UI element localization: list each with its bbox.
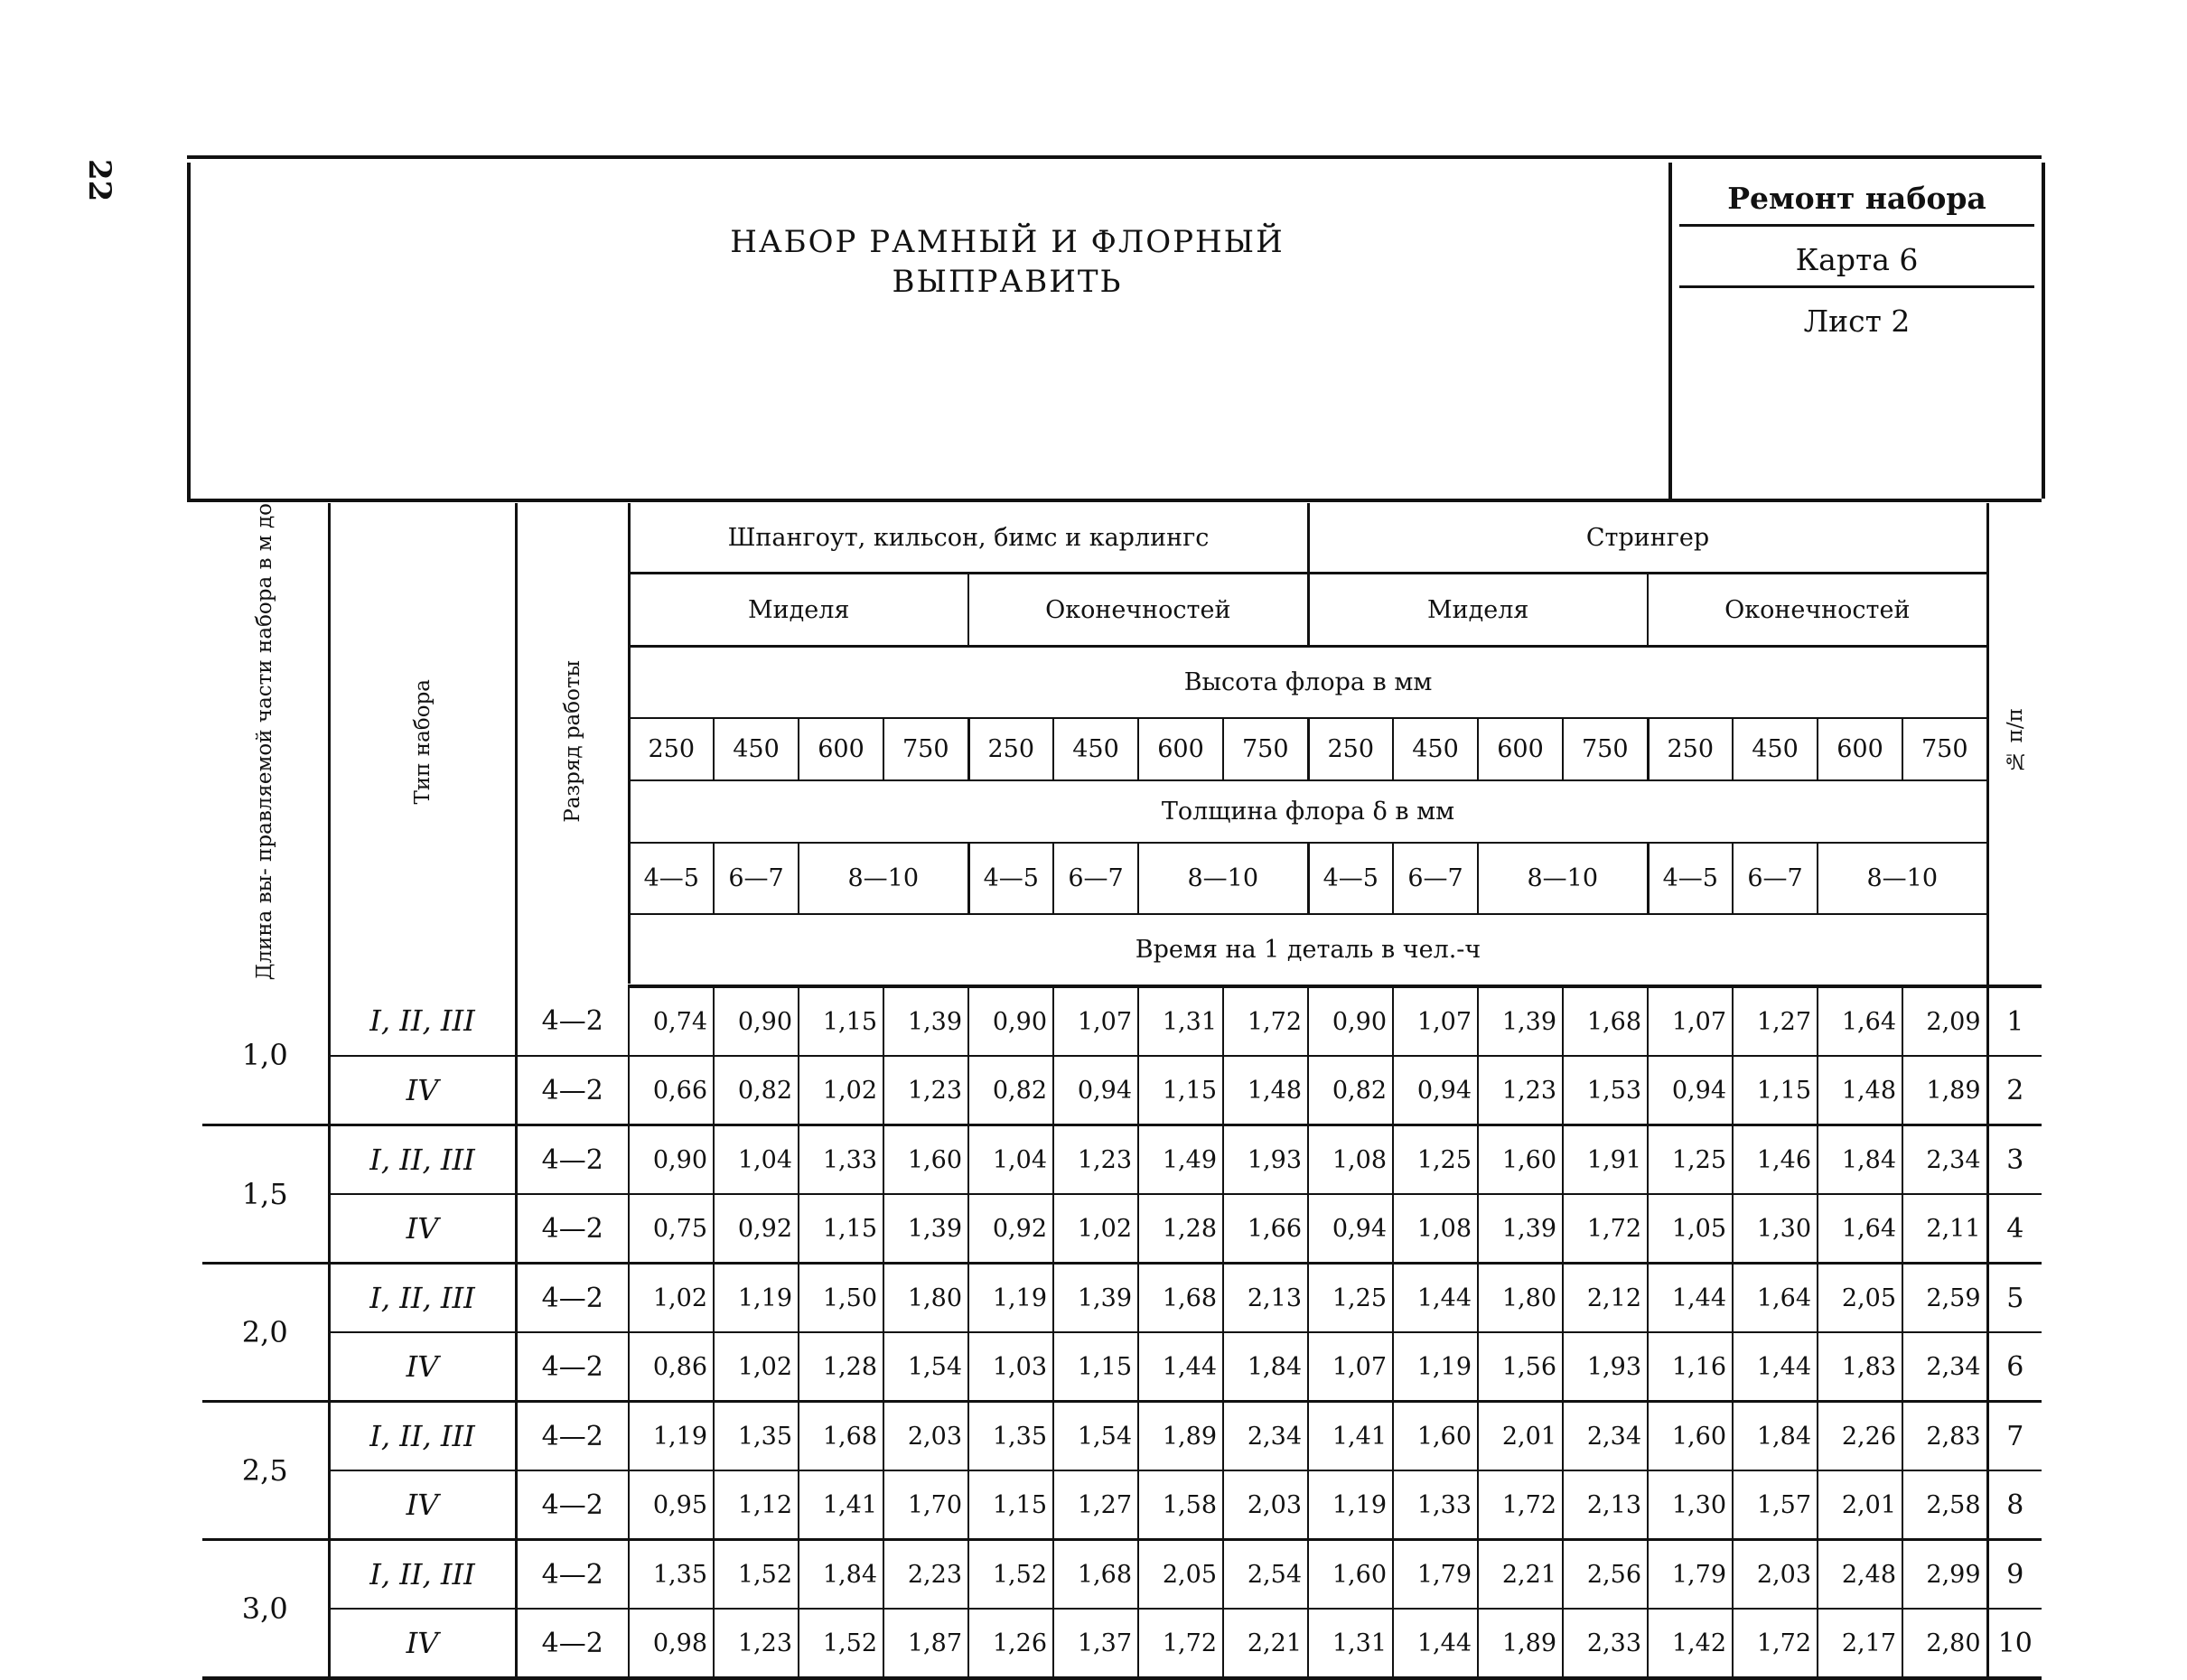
time-value-cell: 1,02 — [799, 1056, 883, 1125]
time-value-cell: 1,44 — [1733, 1332, 1818, 1402]
time-value-cell: 1,72 — [1223, 986, 1308, 1056]
time-value-cell: 2,13 — [1563, 1470, 1648, 1540]
time-value-cell: 0,98 — [629, 1609, 714, 1678]
header-height: 750 — [1563, 718, 1648, 780]
header-thickness: 8—10 — [799, 843, 968, 914]
type-cell: I, II, III — [329, 1540, 516, 1610]
card-info-box — [1668, 163, 2045, 499]
time-value-cell: 2,09 — [1902, 986, 1987, 1056]
time-value-cell: 1,27 — [1733, 986, 1818, 1056]
time-value-cell: 1,19 — [629, 1402, 714, 1471]
time-value-cell: 1,15 — [968, 1470, 1053, 1540]
time-value-cell: 1,44 — [1393, 1609, 1478, 1678]
table-row — [202, 1609, 2042, 1678]
time-value-cell: 2,11 — [1902, 1194, 1987, 1264]
time-value-cell: 0,95 — [629, 1470, 714, 1540]
header-thickness: 4—5 — [1648, 843, 1733, 914]
time-value-cell: 1,23 — [714, 1609, 799, 1678]
row-number-cell: 4 — [1987, 1194, 2042, 1264]
time-value-cell: 1,60 — [1478, 1125, 1563, 1195]
time-value-cell: 1,68 — [1563, 986, 1648, 1056]
header-group-stringer: Стрингер — [1308, 503, 1987, 574]
header-thickness: 8—10 — [1818, 843, 1987, 914]
header-height: 250 — [629, 718, 714, 780]
time-value-cell: 1,54 — [1053, 1402, 1138, 1471]
header-height-title: Высота флора в мм — [629, 646, 1987, 718]
grade-cell: 4—2 — [516, 1056, 629, 1125]
time-value-cell: 2,59 — [1902, 1264, 1987, 1333]
time-value-cell: 2,03 — [1733, 1540, 1818, 1610]
grade-cell: 4—2 — [516, 1332, 629, 1402]
time-value-cell: 1,02 — [714, 1332, 799, 1402]
time-value-cell: 1,02 — [629, 1264, 714, 1333]
time-value-cell: 1,89 — [1902, 1056, 1987, 1125]
time-value-cell: 1,25 — [1648, 1125, 1733, 1195]
time-value-cell: 2,48 — [1818, 1540, 1902, 1610]
time-value-cell: 1,08 — [1393, 1194, 1478, 1264]
time-value-cell: 1,23 — [1053, 1125, 1138, 1195]
row-number-cell: 2 — [1987, 1056, 2042, 1125]
table-row — [202, 1402, 2042, 1471]
header-height: 450 — [714, 718, 799, 780]
time-value-cell: 1,49 — [1138, 1125, 1223, 1195]
time-value-cell: 1,79 — [1648, 1540, 1733, 1610]
time-value-cell: 1,60 — [1308, 1540, 1393, 1610]
header-thickness: 6—7 — [1393, 843, 1478, 914]
time-value-cell: 1,04 — [714, 1125, 799, 1195]
time-value-cell: 1,64 — [1733, 1264, 1818, 1333]
header-grade-text: Разряд работы — [560, 660, 584, 823]
time-value-cell: 1,58 — [1138, 1470, 1223, 1540]
type-cell: IV — [329, 1194, 516, 1264]
table-row — [202, 1264, 2042, 1333]
time-value-cell: 1,33 — [1393, 1470, 1478, 1540]
grade-cell: 4—2 — [516, 1402, 629, 1471]
time-value-cell: 1,28 — [1138, 1194, 1223, 1264]
time-value-cell: 1,33 — [799, 1125, 883, 1195]
time-value-cell: 1,23 — [1478, 1056, 1563, 1125]
time-value-cell: 1,39 — [883, 986, 968, 1056]
time-value-cell: 1,83 — [1818, 1332, 1902, 1402]
grade-cell: 4—2 — [516, 1470, 629, 1540]
time-value-cell: 1,26 — [968, 1609, 1053, 1678]
time-value-cell: 1,68 — [1138, 1264, 1223, 1333]
table-row — [202, 1125, 2042, 1195]
time-value-cell: 1,19 — [714, 1264, 799, 1333]
time-value-cell: 0,75 — [629, 1194, 714, 1264]
length-cell: 1,5 — [202, 1125, 329, 1264]
time-value-cell: 1,15 — [1138, 1056, 1223, 1125]
time-value-cell: 2,12 — [1563, 1264, 1648, 1333]
time-value-cell: 1,56 — [1478, 1332, 1563, 1402]
length-cell: 2,5 — [202, 1402, 329, 1540]
table-row — [202, 1540, 2042, 1610]
time-value-cell: 2,05 — [1818, 1264, 1902, 1333]
time-value-cell: 1,93 — [1563, 1332, 1648, 1402]
time-value-cell: 2,17 — [1818, 1609, 1902, 1678]
time-value-cell: 1,72 — [1478, 1470, 1563, 1540]
time-value-cell: 1,39 — [1053, 1264, 1138, 1333]
grade-cell: 4—2 — [516, 1609, 629, 1678]
title-line-1: НАБОР РАМНЫЙ И ФЛОРНЫЙ — [730, 224, 1285, 260]
type-cell: IV — [329, 1056, 516, 1125]
section-label: Ремонт набора — [1679, 173, 2034, 227]
table-row — [202, 1194, 2042, 1264]
time-value-cell: 1,07 — [1648, 986, 1733, 1056]
header-height: 250 — [1648, 718, 1733, 780]
time-value-cell: 1,41 — [1308, 1402, 1393, 1471]
time-value-cell: 1,44 — [1648, 1264, 1733, 1333]
time-value-cell: 1,84 — [799, 1540, 883, 1610]
header-length-text: Длина вы- правляемой части набора в м до — [253, 503, 277, 981]
time-value-cell: 1,60 — [1648, 1402, 1733, 1471]
time-value-cell: 2,26 — [1818, 1402, 1902, 1471]
header-height: 750 — [1902, 718, 1987, 780]
time-value-cell: 1,39 — [1478, 1194, 1563, 1264]
type-cell: I, II, III — [329, 1402, 516, 1471]
header-thickness: 6—7 — [1053, 843, 1138, 914]
time-value-cell: 1,07 — [1393, 986, 1478, 1056]
time-value-cell: 1,39 — [883, 1194, 968, 1264]
row-number-cell: 7 — [1987, 1402, 2042, 1471]
row-number-cell: 8 — [1987, 1470, 2042, 1540]
time-value-cell: 1,84 — [1818, 1125, 1902, 1195]
grade-cell: 4—2 — [516, 1264, 629, 1333]
table-row — [202, 1332, 2042, 1402]
time-value-cell: 0,82 — [968, 1056, 1053, 1125]
header-num — [1987, 503, 2042, 986]
header-num-text: № п/п — [2003, 708, 2027, 773]
time-value-cell: 1,03 — [968, 1332, 1053, 1402]
header-row — [202, 503, 2042, 574]
time-value-cell: 1,84 — [1223, 1332, 1308, 1402]
header-midship: Миделя — [1308, 574, 1648, 646]
time-value-cell: 0,94 — [1053, 1056, 1138, 1125]
row-number-cell: 5 — [1987, 1264, 2042, 1333]
time-value-cell: 1,23 — [883, 1056, 968, 1125]
time-value-cell: 1,50 — [799, 1264, 883, 1333]
page-number: 22 — [81, 159, 117, 202]
time-value-cell: 1,04 — [968, 1125, 1053, 1195]
time-value-cell: 1,05 — [1648, 1194, 1733, 1264]
header-midship: Миделя — [629, 574, 968, 646]
time-value-cell: 2,01 — [1818, 1470, 1902, 1540]
time-value-cell: 2,03 — [1223, 1470, 1308, 1540]
time-value-cell: 2,34 — [1223, 1402, 1308, 1471]
row-number-cell: 3 — [1987, 1125, 2042, 1195]
time-value-cell: 1,31 — [1308, 1609, 1393, 1678]
time-value-cell: 2,34 — [1902, 1332, 1987, 1402]
grade-cell: 4—2 — [516, 1540, 629, 1610]
time-value-cell: 1,35 — [968, 1402, 1053, 1471]
time-value-cell: 1,27 — [1053, 1470, 1138, 1540]
time-value-cell: 1,02 — [1053, 1194, 1138, 1264]
time-value-cell: 1,19 — [1393, 1332, 1478, 1402]
time-value-cell: 1,08 — [1308, 1125, 1393, 1195]
header-length — [202, 503, 329, 986]
header-height: 750 — [883, 718, 968, 780]
time-value-cell: 0,94 — [1393, 1056, 1478, 1125]
time-value-cell: 1,91 — [1563, 1125, 1648, 1195]
time-value-cell: 0,92 — [714, 1194, 799, 1264]
time-value-cell: 2,01 — [1478, 1402, 1563, 1471]
time-value-cell: 0,82 — [714, 1056, 799, 1125]
time-value-cell: 1,16 — [1648, 1332, 1733, 1402]
time-value-cell: 2,21 — [1478, 1540, 1563, 1610]
time-value-cell: 2,33 — [1563, 1609, 1648, 1678]
header-height: 250 — [968, 718, 1053, 780]
header-height: 450 — [1393, 718, 1478, 780]
time-value-cell: 1,07 — [1308, 1332, 1393, 1402]
time-value-cell: 1,37 — [1053, 1609, 1138, 1678]
time-value-cell: 1,15 — [799, 1194, 883, 1264]
header-height: 600 — [1138, 718, 1223, 780]
time-value-cell: 1,80 — [883, 1264, 968, 1333]
row-number-cell: 9 — [1987, 1540, 2042, 1610]
time-value-cell: 0,94 — [1308, 1194, 1393, 1264]
table-row — [202, 986, 2042, 1056]
time-value-cell: 1,15 — [799, 986, 883, 1056]
header-thickness: 8—10 — [1138, 843, 1308, 914]
header-height: 600 — [1818, 718, 1902, 780]
time-value-cell: 1,80 — [1478, 1264, 1563, 1333]
time-value-cell: 2,58 — [1902, 1470, 1987, 1540]
time-value-cell: 1,48 — [1223, 1056, 1308, 1125]
time-value-cell: 2,34 — [1902, 1125, 1987, 1195]
time-value-cell: 1,64 — [1818, 986, 1902, 1056]
type-cell: I, II, III — [329, 986, 516, 1056]
time-value-cell: 1,12 — [714, 1470, 799, 1540]
time-value-cell: 2,54 — [1223, 1540, 1308, 1610]
time-value-cell: 1,19 — [1308, 1470, 1393, 1540]
time-value-cell: 0,86 — [629, 1332, 714, 1402]
time-value-cell: 1,39 — [1478, 986, 1563, 1056]
top-rule — [187, 155, 2042, 159]
header-thickness: 8—10 — [1478, 843, 1648, 914]
time-value-cell: 0,90 — [629, 1125, 714, 1195]
time-value-cell: 2,05 — [1138, 1540, 1223, 1610]
header-height: 450 — [1733, 718, 1818, 780]
time-value-cell: 1,44 — [1138, 1332, 1223, 1402]
norms-table — [202, 503, 2042, 1680]
page-title — [191, 222, 1824, 302]
time-value-cell: 1,66 — [1223, 1194, 1308, 1264]
card-label: Карта 6 — [1679, 235, 2034, 288]
time-value-cell: 1,52 — [714, 1540, 799, 1610]
time-value-cell: 1,72 — [1733, 1609, 1818, 1678]
time-value-cell: 1,52 — [968, 1540, 1053, 1610]
time-value-cell: 1,87 — [883, 1609, 968, 1678]
time-value-cell: 1,64 — [1818, 1194, 1902, 1264]
header-group-frames: Шпангоут, кильсон, бимс и карлингс — [629, 503, 1308, 574]
time-value-cell: 1,42 — [1648, 1609, 1733, 1678]
time-value-cell: 1,30 — [1733, 1194, 1818, 1264]
header-type — [329, 503, 516, 986]
time-value-cell: 1,48 — [1818, 1056, 1902, 1125]
type-cell: IV — [329, 1332, 516, 1402]
time-value-cell: 1,53 — [1563, 1056, 1648, 1125]
time-value-cell: 1,70 — [883, 1470, 968, 1540]
type-cell: IV — [329, 1470, 516, 1540]
time-value-cell: 1,79 — [1393, 1540, 1478, 1610]
time-value-cell: 0,90 — [968, 986, 1053, 1056]
time-value-cell: 1,19 — [968, 1264, 1053, 1333]
header-thickness: 4—5 — [629, 843, 714, 914]
header-height: 450 — [1053, 718, 1138, 780]
header-thickness-title: Толщина флора δ в мм — [629, 780, 1987, 843]
table-row — [202, 1056, 2042, 1125]
header-height: 250 — [1308, 718, 1393, 780]
type-cell: IV — [329, 1609, 516, 1678]
time-value-cell: 2,56 — [1563, 1540, 1648, 1610]
time-value-cell: 2,23 — [883, 1540, 968, 1610]
header-type-text: Тип набора — [410, 678, 435, 805]
time-value-cell: 1,72 — [1138, 1609, 1223, 1678]
header-ends: Оконечностей — [1648, 574, 1987, 646]
table-header — [202, 503, 2042, 986]
header-thickness: 4—5 — [968, 843, 1053, 914]
time-value-cell: 1,52 — [799, 1609, 883, 1678]
time-value-cell: 0,92 — [968, 1194, 1053, 1264]
time-value-cell: 0,82 — [1308, 1056, 1393, 1125]
time-value-cell: 1,72 — [1563, 1194, 1648, 1264]
time-value-cell: 0,94 — [1648, 1056, 1733, 1125]
grade-cell: 4—2 — [516, 1125, 629, 1195]
time-value-cell: 1,28 — [799, 1332, 883, 1402]
header-time-title: Время на 1 деталь в чел.-ч — [629, 914, 1987, 984]
time-value-cell: 2,83 — [1902, 1402, 1987, 1471]
time-value-cell: 1,60 — [883, 1125, 968, 1195]
header-ends: Оконечностей — [968, 574, 1308, 646]
time-value-cell: 1,15 — [1053, 1332, 1138, 1402]
row-number-cell: 10 — [1987, 1609, 2042, 1678]
time-value-cell: 1,30 — [1648, 1470, 1733, 1540]
time-value-cell: 2,21 — [1223, 1609, 1308, 1678]
time-value-cell: 1,60 — [1393, 1402, 1478, 1471]
time-value-cell: 1,93 — [1223, 1125, 1308, 1195]
time-value-cell: 2,03 — [883, 1402, 968, 1471]
header-height: 600 — [799, 718, 883, 780]
header-thickness: 6—7 — [1733, 843, 1818, 914]
grade-cell: 4—2 — [516, 986, 629, 1056]
time-value-cell: 1,41 — [799, 1470, 883, 1540]
sheet-label: Лист 2 — [1803, 303, 1911, 339]
title-line-2: ВЫПРАВИТЬ — [892, 264, 1123, 300]
type-cell: I, II, III — [329, 1264, 516, 1333]
time-value-cell: 1,46 — [1733, 1125, 1818, 1195]
time-value-cell: 1,25 — [1308, 1264, 1393, 1333]
time-value-cell: 1,35 — [629, 1540, 714, 1610]
time-value-cell: 1,44 — [1393, 1264, 1478, 1333]
time-value-cell: 1,07 — [1053, 986, 1138, 1056]
time-value-cell: 1,15 — [1733, 1056, 1818, 1125]
time-value-cell: 1,89 — [1478, 1609, 1563, 1678]
time-value-cell: 1,84 — [1733, 1402, 1818, 1471]
time-value-cell: 2,13 — [1223, 1264, 1308, 1333]
time-value-cell: 0,74 — [629, 986, 714, 1056]
time-value-cell: 0,90 — [714, 986, 799, 1056]
length-cell: 3,0 — [202, 1540, 329, 1679]
time-value-cell: 1,57 — [1733, 1470, 1818, 1540]
header-grade — [516, 503, 629, 986]
type-cell: I, II, III — [329, 1125, 516, 1195]
time-value-cell: 1,68 — [799, 1402, 883, 1471]
time-value-cell: 1,68 — [1053, 1540, 1138, 1610]
time-value-cell: 0,66 — [629, 1056, 714, 1125]
length-cell: 1,0 — [202, 986, 329, 1125]
header-height: 600 — [1478, 718, 1563, 780]
time-value-cell: 0,90 — [1308, 986, 1393, 1056]
header-thickness: 4—5 — [1308, 843, 1393, 914]
header — [187, 163, 2042, 502]
length-cell: 2,0 — [202, 1264, 329, 1402]
table-row — [202, 1470, 2042, 1540]
grade-cell: 4—2 — [516, 1194, 629, 1264]
row-number-cell: 1 — [1987, 986, 2042, 1056]
header-thickness: 6—7 — [714, 843, 799, 914]
row-number-cell: 6 — [1987, 1332, 2042, 1402]
time-value-cell: 1,35 — [714, 1402, 799, 1471]
time-value-cell: 2,34 — [1563, 1402, 1648, 1471]
table-body — [202, 986, 2042, 1678]
header-height: 750 — [1223, 718, 1308, 780]
time-value-cell: 2,80 — [1902, 1609, 1987, 1678]
time-value-cell: 2,99 — [1902, 1540, 1987, 1610]
time-value-cell: 1,31 — [1138, 986, 1223, 1056]
time-value-cell: 1,25 — [1393, 1125, 1478, 1195]
time-value-cell: 1,54 — [883, 1332, 968, 1402]
time-value-cell: 1,89 — [1138, 1402, 1223, 1471]
